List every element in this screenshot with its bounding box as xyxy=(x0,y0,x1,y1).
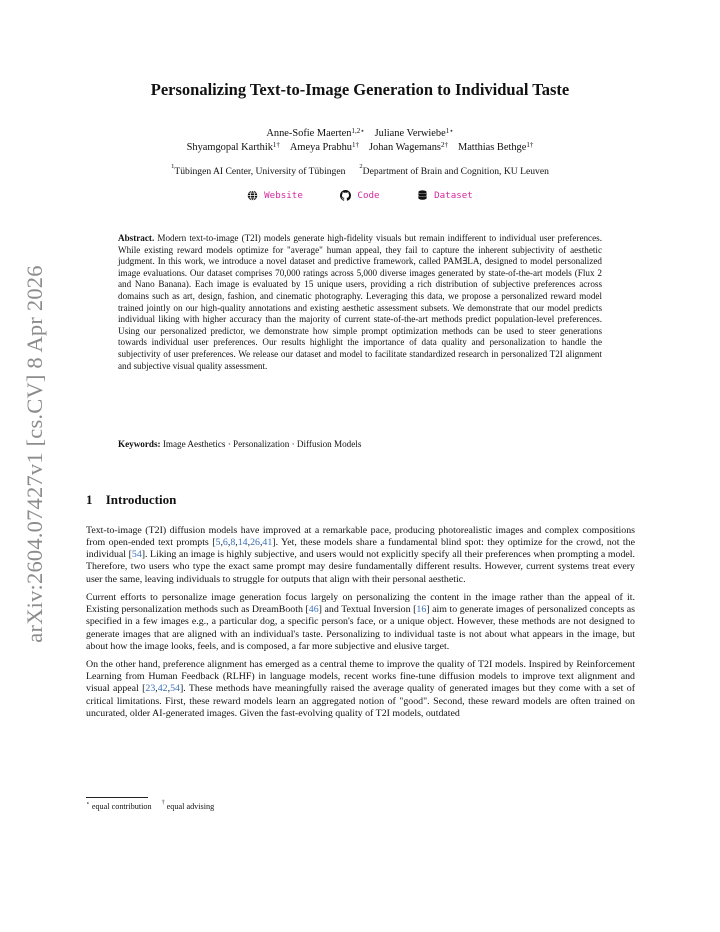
paragraph-text: Current efforts to personalize image generation focus largely on personalizing the content in the image rather than the appeal of it. Existing personalization methods such as DreamBooth [ xyxy=(86,592,635,616)
paragraph-text: , xyxy=(227,537,231,549)
paragraph-text: Text-to-image (T2I) diffusion models have improved at a remarkable pace, producing photorealistic images and complex compositions from open-ended text prompts [ xyxy=(86,525,635,549)
citation-link[interactable]: 41 xyxy=(262,537,273,549)
affiliation-marker: 1 xyxy=(171,163,175,170)
github-icon xyxy=(340,190,351,201)
author-marker: 2† xyxy=(440,141,448,149)
keywords-label: Keywords: xyxy=(118,439,161,449)
author-name: Shyamgopal Karthik$^{1\dagger}$ xyxy=(186,141,280,153)
author-marker: 1† xyxy=(351,141,359,149)
body-paragraph xyxy=(86,592,635,653)
body-paragraph xyxy=(86,659,635,720)
section-title: Introduction xyxy=(105,492,177,507)
resource-links xyxy=(0,190,720,204)
citation-link[interactable]: 14 xyxy=(237,537,248,549)
footnote-item xyxy=(86,802,152,811)
footnote-item xyxy=(162,802,215,811)
globe-icon xyxy=(247,190,258,201)
keywords-text: Image Aesthetics · Personalization · Diffusion Models xyxy=(162,439,362,449)
citation-link[interactable]: 42 xyxy=(157,683,168,695)
paragraph-text: , xyxy=(155,683,158,695)
author-marker: 1,2⋆ xyxy=(351,127,365,135)
author-name: Matthias Bethge$^{1\dagger}$ xyxy=(457,141,534,153)
paragraph-text: On the other hand, preference alignment has emerged as a central theme to improve the quality of T2I models. Inspired by Reinforcement Learning from Human Feedback (RLHF) in language models, recent works fine-tune diffusion models to improve text alignment and visual appeal [ xyxy=(86,659,635,695)
footnote-rule xyxy=(86,797,148,798)
citation-link[interactable]: 54 xyxy=(131,549,142,561)
author-marker: 1† xyxy=(272,141,280,149)
section-heading xyxy=(86,492,176,508)
author-name: Anne-Sofie Maerten$^{1,2⋆}$ xyxy=(266,127,365,139)
paragraph-text: , xyxy=(235,537,238,549)
footnote-text: equal advising xyxy=(164,802,215,811)
database-icon xyxy=(417,190,428,201)
affiliation xyxy=(171,163,346,177)
abstract xyxy=(118,233,602,372)
paragraph-text: , xyxy=(247,537,251,549)
author-name: Ameya Prabhu$^{1\dagger}$ xyxy=(289,141,359,153)
dataset-link[interactable]: Dataset xyxy=(417,190,473,201)
section-number: 1 xyxy=(86,492,93,507)
citation-link[interactable]: 54 xyxy=(170,683,180,695)
citation-link[interactable]: 26 xyxy=(250,537,260,549)
citation-link[interactable]: 16 xyxy=(416,604,427,616)
footnote-text: equal contribution xyxy=(89,802,152,811)
footnote-marker: † xyxy=(161,800,165,806)
affiliation-marker: 2 xyxy=(359,163,363,170)
affiliation-text: Department of Brain and Cognition, KU Leuven xyxy=(362,166,549,177)
paragraph-text: ]. Yet, these models share a fundamental blind spot: they optimize for the crowd, not the individual [ xyxy=(86,537,635,561)
abstract-label: Abstract. xyxy=(118,233,155,243)
author-line-1 xyxy=(0,127,720,141)
affiliation xyxy=(359,163,549,177)
citation-link[interactable]: 8 xyxy=(230,537,236,549)
author-line-2 xyxy=(0,141,720,155)
code-link[interactable]: Code xyxy=(340,190,379,201)
abstract-text: Modern text-to-image (T2I) models generate high-fidelity visuals but remain indifferent to individual user preferences. While existing reward models optimize for "average" human appeal, they fail to capture the inherent subjectivity of aesthetic judgment. In this work, we introduce a novel dataset and predictive framework, called PAM∃LA, designed to model personalized image evaluations. Our dataset comprises 70,000 ratings across 5,000 diverse images generated by state-of-the-art models (Flux 2 and Nano Banana). Each image is evaluated by 15 unique users, providing a rich distribution of subjective preferences across domains such as art, design, fashion, and cinematic photography. Leveraging this data, we propose a personalized reward model trained jointly on our high-quality annotations and existing aesthetic assessment subsets. We demonstrate that our model predicts individual liking with higher accuracy than the majority of current state-of-the-art methods predict population-level preferences. Using our personalized predictor, we demonstrate how simple prompt optimization methods can be used to steer generations towards individual user preferences. Our results highlight the importance of data quality and personalization to handle the subjectivity of user preferences. We release our dataset and model to facilitate standardized research in personalized T2I alignment and subjective visual quality assessment. xyxy=(118,233,602,371)
author-marker: 1⋆ xyxy=(445,127,454,135)
keywords xyxy=(118,439,602,449)
body-paragraph xyxy=(86,525,635,586)
author-name: Johan Wagemans$^{2\dagger}$ xyxy=(368,141,448,153)
affiliation-text: Tübingen AI Center, University of Tübingen xyxy=(174,166,346,177)
footnote-marker: ⋆ xyxy=(86,801,90,807)
paragraph-text: ]. Liking an image is highly subjective, and users would not explicitly specify all their preferences when prompting a model. Therefore, two users who type the exact same prompt may desire fundamentally different results. However, current systems treat every user the same, leaving individuals to struggle for outputs that align with their personal aesthetic. xyxy=(86,549,635,585)
paper-title: Personalizing Text-to-Image Generation to Individual Taste xyxy=(150,80,570,99)
paragraph-text: ]. These methods have meaningfully raised the average quality of generated images but they come with a set of critical limitations. First, these reward models learn an aggregated notion of "good". Second, these reward models are often trained on uncurated, older AI-generated images. Given the fast-evolving quality of T2I models, outdated xyxy=(86,683,635,719)
citation-link[interactable]: 46 xyxy=(308,604,319,616)
citation-link[interactable]: 5 xyxy=(215,537,221,549)
paragraph-text: , xyxy=(259,537,263,549)
author-name: Juliane Verwiebe$^{1⋆}$ xyxy=(374,127,454,139)
website-link[interactable]: Website xyxy=(247,190,303,201)
footnotes xyxy=(86,802,224,811)
citation-link[interactable]: 23 xyxy=(145,683,156,695)
paragraph-text: , xyxy=(220,537,223,549)
arxiv-identifier: arXiv:2604.07427v1 [cs.CV] 8 Apr 2026 xyxy=(22,265,47,643)
paragraph-text: , xyxy=(167,683,171,695)
paragraph-text: ] and Textual Inversion [ xyxy=(318,604,417,616)
affiliations xyxy=(0,163,720,177)
citation-link[interactable]: 6 xyxy=(222,537,228,549)
author-marker: 1† xyxy=(526,141,534,149)
paragraph-text: ] aim to generate images of personalized concepts as specified in a few images e.g., a particular dog, a specific person's face, or a unique object. However, these methods are not designed to generate images that are aligned with an individual's taste. Personalizing to individual taste is not about what appears in the image, but about how the image looks, feels, and is composed, a far more subjective and elusive target. xyxy=(86,604,635,652)
author-list xyxy=(0,127,720,155)
body-text xyxy=(86,525,635,726)
